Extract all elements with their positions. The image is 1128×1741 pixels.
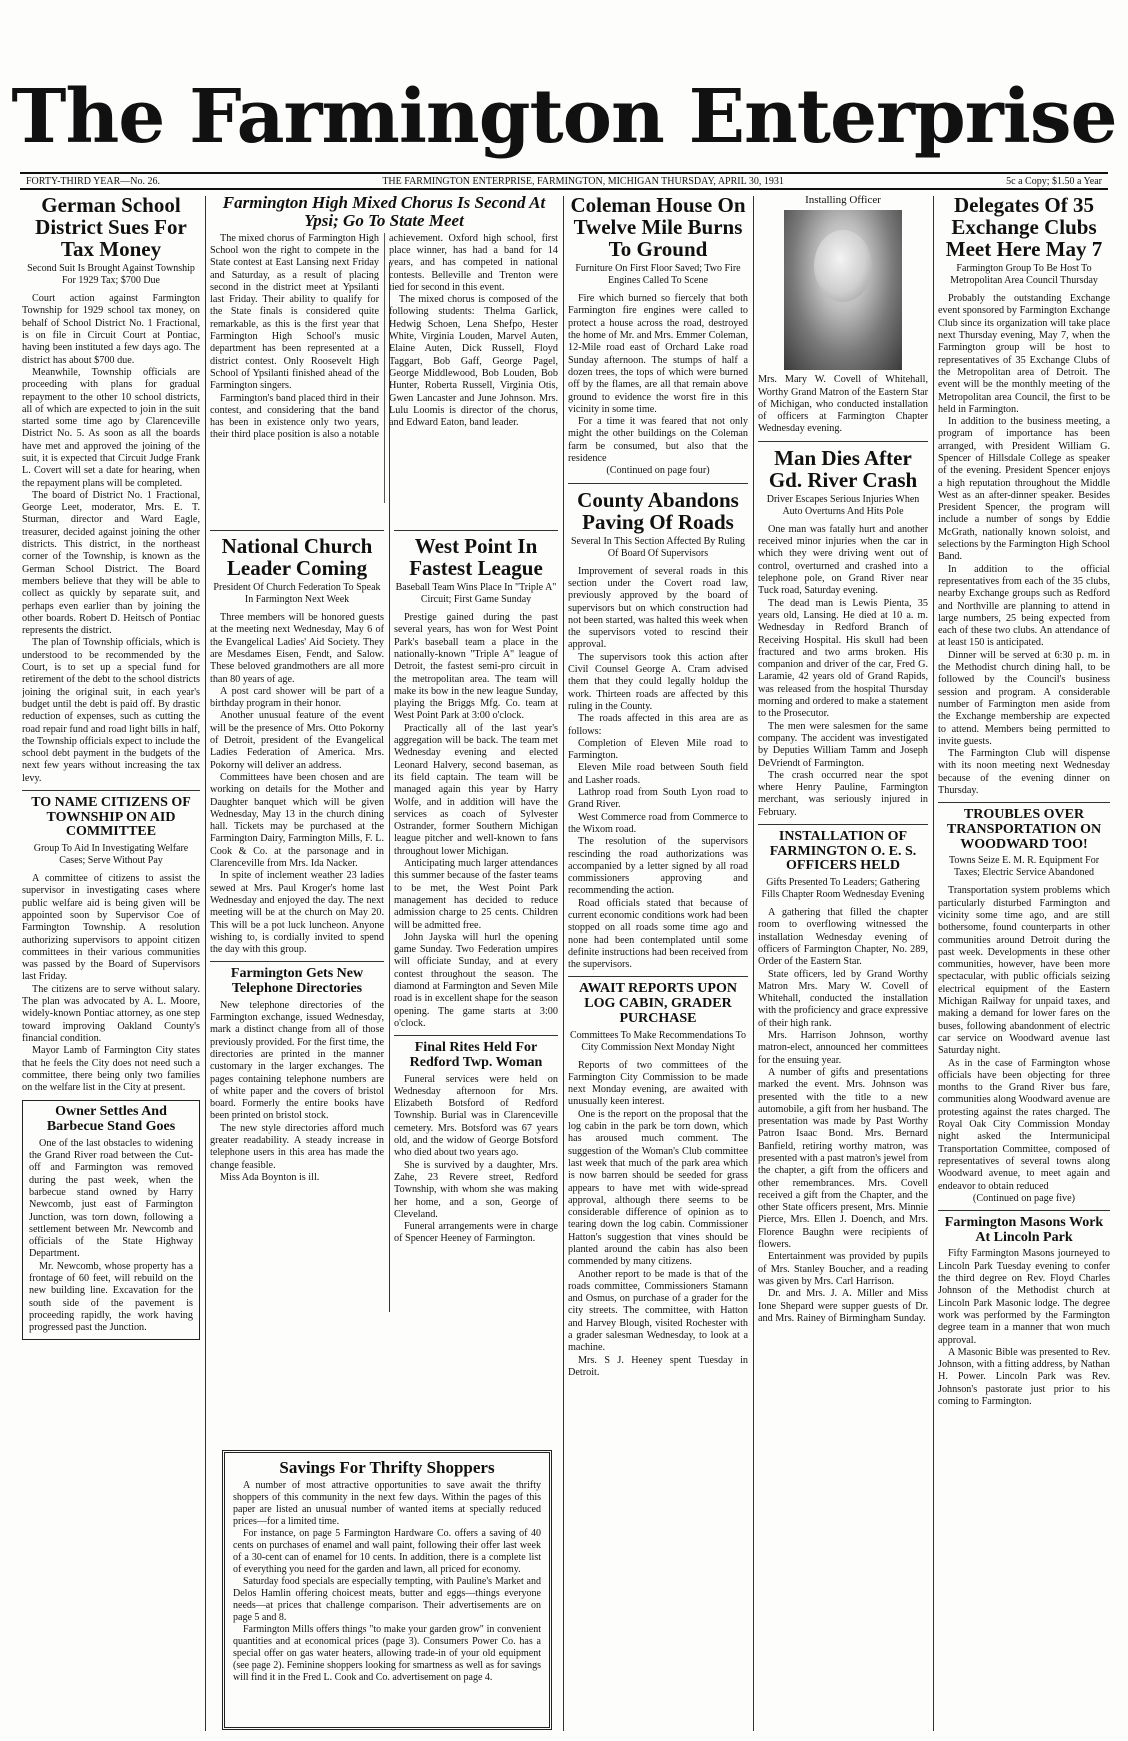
article-paragraph: A committee of citizens to assist the supervisor in investigating cases where public welfare aid is being given will be appointed soon by Supervisor Coe of Farmington Township. A resolution authorizing supervisors to appoint citizen committees in their various communities was passed by the Board of Supervisors last Friday. — [22, 873, 200, 983]
article-paragraph: As in the case of Farmington whose officials have been objecting for three months to the Grand River bus fare, communities along Woodward avenue are protesting against the rates charged. The Royal Oak City Commission Monday night asked the Intermunicipal Transportation Committee, composed of representatives of several towns along Woodward avenue, to meet again and endeavor to obtain reduced — [938, 1057, 1110, 1192]
headline-masons: Farmington Masons Work At Lincoln Park — [944, 1215, 1104, 1245]
divider — [394, 1035, 558, 1036]
deck-church-leader: President Of Church Federation To Speak In Farmington Next Week — [213, 582, 381, 606]
headline-west-point: West Point In Fastest League — [409, 534, 543, 581]
article-paragraph: One of the last obstacles to widening the Grand River road between the Cut-off and Farmington was removed during the past week, when the barbecue stand owned by Harry Newcomb, just east of Farmington Junction, was torn down, following a settlement between Mr. Newcomb and officials of the State Highway Department. — [29, 1137, 193, 1260]
divider — [758, 441, 928, 442]
article-paragraph: Saturday food specials are especially tempting, with Pauline's Market and Delos Hamlin offering choicest meats, butter and eggs—things everyone needs—at prices that challenge comparison. Their advertisements are on page 5 and 8. — [233, 1575, 541, 1623]
article-paragraph: A post card shower will be part of a birthday program in their honor. — [210, 685, 384, 710]
article-paragraph: Mayor Lamb of Farmington City states that he feels the City does not need such a committee, there being only two families on the welfare list in the City at present. — [22, 1045, 200, 1094]
portrait-photo — [784, 210, 902, 370]
headline-barbecue-stand: Owner Settles And Barbecue Stand Goes — [46, 1104, 176, 1135]
column-rule — [205, 196, 206, 1731]
article-paragraph: The new style directories afford much greater readability. A steady increase in telephone users in this area has made the change feasible. — [210, 1122, 384, 1171]
article-paragraph: Anticipating much larger attendances this summer because of the faster teams to be met, the West Point Park management has decided to reduce admission charge to 25 cents. Children will be admitted free. — [394, 858, 558, 931]
article-paragraph: One man was fatally hurt and another received minor injuries when the car in which they were driving went out of control, overturned and crashed into a telephone pole, on Grand River near Tuck road, Saturday evening. — [758, 523, 928, 597]
article-paragraph: Probably the outstanding Exchange event sponsored by Farmington Exchange Club since its organization will take place next Thursday evening, May 7, when the Farmington group will be host to representatives of 35 Exchange Clubs of the Metropolitan area of Detroit. The event will be the monthly meeting of the Metropolitan area Council, the first to be held in Farmington. — [938, 293, 1110, 415]
column-rule — [933, 196, 934, 1731]
article-paragraph: Dr. and Mrs. J. A. Miller and Miss Ione Shepard were supper guests of Dr. and Mrs. Rainey of Birmingham Sunday. — [758, 1288, 928, 1324]
photo-label: Installing Officer — [805, 194, 881, 206]
column-rule — [753, 196, 754, 1731]
article-paragraph: Another unusual feature of the event will be the presence of Mrs. Otto Pokorny of Detroit, president of the Evangelical Ladies Federation of America. Mrs. Pokorny will deliver an address. — [210, 710, 384, 771]
savings-box — [222, 1450, 552, 1730]
article-paragraph: For instance, on page 5 Farmington Hardware Co. offers a saving of 40 cents on purchases of enamel and wall paint, following their offer last week of a 30-cent can of enamel for 10 cents. In addition, there is a complete list of everything you need for the garden and lawn, all priced for economy. — [233, 1527, 541, 1575]
article-paragraph: The roads affected in this area are as follows: — [568, 713, 748, 737]
article-paragraph: Reports of two committees of the Farmington City Commission to be made next Monday evening, are awaited with unusually keen interest. — [568, 1059, 748, 1108]
article-paragraph: A number of most attractive opportunities to save await the thrifty shoppers of this community in the next few days. Within the pages of this paper are listed an unusual number of wanted items at specially reduced prices—for a limited time. — [233, 1479, 541, 1527]
deck-delegates: Farmington Group To Be Host To Metropolitan Area Council Thursday — [950, 263, 1098, 287]
divider — [938, 1210, 1110, 1211]
article-paragraph: Fifty Farmington Masons journeyed to Lincoln Park Tuesday evening to confer the third degree on Rev. Floyd Charles Johnson of the Methodist church at Lincoln Park Masonic lodge. The degree work was performed by the Farmington degree team in a manner that won much approval. — [938, 1248, 1110, 1346]
article-paragraph: Road officials stated that because of current economic conditions work had been stopped on all roads some time ago and none had been contemplated until some definite instructions had been received from the supervisors. — [568, 897, 748, 971]
divider — [758, 824, 928, 825]
volume-number: FORTY-THIRD YEAR—No. 26. — [26, 175, 161, 187]
article-paragraph: Fire which burned so fiercely that both Farmington fire engines were called to protect a house across the road, destroyed the home of Mr. and Mrs. Emmer Coleman, 12-Mile road east of Orchard Lake road Sunday afternoon. The stumps of half a dozen trees, the tops of which were burned off by the flames, are all that remain above ground to evidence the worst fire in this vicinity in some time. — [568, 293, 748, 415]
barbecue-stand-box — [22, 1100, 200, 1339]
article-paragraph: Mrs. Harrison Johnson, worthy matron-elect, announced her committees for the ensuing year. — [758, 1030, 928, 1066]
headline-telephone-directories: Farmington Gets New Telephone Directories — [230, 966, 364, 997]
column-rule — [563, 196, 564, 1731]
headline-coleman-house: Coleman House On Twelve Mile Burns To Ground — [570, 194, 746, 262]
savings-frame — [222, 1450, 552, 1730]
article-paragraph: A Masonic Bible was presented to Rev. Johnson, with a fitting address, by Nathan H. Power. Lincoln Park was Rev. Johnson's pastorate just prior to his coming to Farmington. — [938, 1346, 1110, 1408]
deck-citizens-committee: Group To Aid In Investigating Welfare Cases; Serve Without Pay — [33, 843, 189, 867]
article-paragraph: The men were salesmen for the same company. The accident was investigated by Deputies William Tamm and Joseph DeVriendt of Farmington. — [758, 720, 928, 769]
dateline — [20, 172, 1108, 190]
deck-installation: Gifts Presented To Leaders; Gathering Fills Chapter Room Wednesday Evening — [761, 877, 925, 901]
headline-await-reports: AWAIT REPORTS UPON LOG CABIN, GRADER PURCHASE — [579, 981, 737, 1026]
headline-installation: INSTALLATION OF FARMINGTON O. E. S. OFFICERS HELD — [769, 829, 917, 874]
deck-await-reports: Committees To Make Recommendations To City Commission Next Monday Night — [570, 1029, 746, 1053]
column-5 — [758, 194, 928, 1734]
article-paragraph: Farmington's band placed third in their contest, and considering that the band has been in existence only two years, their third place position is also a notable achievement. Oxford high school, first place winner, has had a band for 14 years, and has competed in national contests. Belleville and Trenton were tied for second in this event. — [210, 232, 558, 441]
article-paragraph: The citizens are to serve without salary. The plan was advocated by A. L. Moore, widely-known Pontiac attorney, as one step toward improving Oakland County's financial condition. — [22, 983, 200, 1044]
headline-mixed-chorus: Farmington High Mixed Chorus Is Second At Ypsi; Go To State Meet — [222, 194, 546, 230]
deck-coleman-house: Furniture On First Floor Saved; Two Fire Engines Called To Scene — [575, 263, 741, 287]
choir-body — [210, 233, 558, 503]
article-paragraph: John Jayska will hurl the opening game Sunday. Two Federation umpires will officiate Sunday, and at every contest throughout the season. The diamond at Farmington and Seven Mile road is in excellent shape for the season opening. The game starts at 3:00 o'clock. — [394, 931, 558, 1029]
masthead-title: The Farmington Enterprise — [11, 74, 1117, 160]
article-paragraph: West Commerce road from Commerce to the Wixom road. — [568, 811, 748, 835]
headline-county-abandons: County Abandons Paving Of Roads — [577, 487, 739, 534]
article-paragraph: Improvement of several roads in this section under the Covert road law, previously approved by the board of supervisors but on which construction had not been started, was halted this week when the supervisors voted to rescind their approval. — [568, 565, 748, 651]
choir-article — [210, 194, 558, 514]
article-paragraph: Practically all of the last year's aggregation will be back. The team met Wednesday evening and elected Leonard Halvery, second baseman, as its field captain. The team will be managed again this year by Harry Wolfe, and in addition will have the services as coach of Sylvester Ostrander, former Southern Michigan league pitcher and well-known to fans throughout lower Michigan. — [394, 722, 558, 857]
article-paragraph: Farmington Mills offers things "to make your garden grow" in convenient quantities and at economical prices (page 3). Consumers Power Co. has a special offer on gas water heaters, allowing trade-in of your old equipment (see page 2). Feminine shoppers looking for smartness as well as for savings will find it in the Fred L. Cook and Co. advertisement on page 4. — [233, 1623, 541, 1683]
article-paragraph: The Farmington Club will dispense with its noon meeting next Wednesday because of the evening dinner on Thursday. — [938, 748, 1110, 797]
headline-delegates: Delegates Of 35 Exchange Clubs Meet Here May 7 — [945, 194, 1103, 262]
continued-note: (Continued on page four) — [606, 465, 710, 477]
divider — [568, 976, 748, 977]
article-paragraph: In addition to the business meeting, a program of importance has been arranged, with President William G. Spencer of Hillsdale College as speaker of the evening. President Spencer enjoys a high reputation throughout the Middle West as an after-dinner speaker. Besides President Spencer, the program will include a number of songs by Eddie McGrath, nationally known soloist, and selections by the Farmington High School Band. — [938, 416, 1110, 563]
deck-county-abandons: Several In This Section Affected By Ruling Of Board Of Supervisors — [570, 535, 746, 559]
column-1 — [22, 194, 200, 1734]
article-paragraph: Meanwhile, Township officials are proceeding with plans for gradual repayment to the other 10 school districts, all of which are expected to join in the suit started some time ago by Clarenceville District No. 5. As soon as all the boards have met and approved the joining of the suit, it is expected that Circuit Judge Frank L. Covert will set a date for hearing, when the repayment plans will be completed. — [22, 366, 200, 489]
article-paragraph: State officers, led by Grand Worthy Matron Mrs. Mary W. Covell of Whitehall, conducted the installation with the proficiency and grace expressive of their high rank. — [758, 968, 928, 1029]
divider — [210, 961, 384, 962]
article-paragraph: She is survived by a daughter, Mrs. Zahe, 23 Revere street, Redford Township, with whom she was making her home, and a son, George of Cleveland. — [394, 1159, 558, 1220]
article-paragraph: Three members will be honored guests at the meeting next Wednesday, May 6 of the Evangelical Ladies' Aid Society. They are Mesdames Eisen, Fendt, and Salow. These beloved grandmothers are all more than 80 years of age. — [210, 612, 384, 685]
article-paragraph: Miss Ada Boynton is ill. — [220, 1171, 320, 1183]
price: 5c a Copy; $1.50 a Year — [1006, 175, 1102, 187]
article-paragraph: In addition to the official representatives from each of the 35 clubs, nearby Exchange groups such as Redford and Northville are planning to attend in large numbers, 25 being expected from each of these two clubs. An attendance of at least 150 is anticipated. — [938, 563, 1110, 649]
article-paragraph: Lathrop road from South Lyon road to Grand River. — [568, 787, 748, 811]
column-2 — [210, 530, 384, 1445]
article-paragraph: A number of gifts and presentations marked the event. Mrs. Johnson was presented with the title to a new automobile, a gift from her husband. The presentation was made by Past Worthy Patron Isaac Bond. Mrs. Bernard Banfield, retiring worthy matron, was presented with a past matron's jewel from the chapter, a gift from the officers and other remembrances. Mrs. Covell received a gift from the Chapter, and the other State officers present, Mrs. Minnie Pierce, Mrs. Ellen J. Doench, and Mrs. Florence Baughn were recipients of flowers. — [758, 1066, 928, 1251]
headline-final-rites: Final Rites Held For Redford Twp. Woman — [409, 1040, 543, 1070]
article-paragraph: Funeral arrangements were in charge of Spencer Heeney of Farmington. — [394, 1221, 558, 1245]
article-paragraph: New telephone directories of the Farmington exchange, issued Wednesday, mark a distinct change from all of those previously provided. For the first time, the directories are printed in the manner customary in the larger exchanges. The pages containing telephone numbers are of white paper and the covers of bristol board. Formerly the entire books have been printed on bristol stock. — [210, 999, 384, 1122]
deck-west-point: Baseball Team Wins Place In "Triple A" Circuit; First Game Sunday — [395, 582, 557, 606]
article-paragraph: A gathering that filled the chapter room to overflowing witnessed the installation Wednesday evening of officers of Farmington Chapter, No. 289, Order of the Eastern Star. — [758, 907, 928, 968]
article-paragraph: Committees have been chosen and are working on details for the Mother and Daughter banquet which will be given Wednesday, May 13 in the church dining hall. Tickets may be purchased at the Farmington Dairy, Farmington Mills, F. L. Cook & Co. at the parsonage and in Clarenceville from Mrs. Ida Nacker. — [210, 771, 384, 870]
deck-man-dies: Driver Escapes Serious Injuries When Auto Overturns And Hits Pole — [766, 493, 920, 517]
article-paragraph: Another report to be made is that of the roads committee, Commissioners Stamann and Osmus, on purchase of a grader for the city streets. The committee, with Hatton and Harvey Blough, visited Rochester with a grader salesman Wednesday, to look at a machine. — [568, 1268, 748, 1354]
photo-caption: Mrs. Mary W. Covell of Whitehall, Worthy Grand Matron of the Eastern Star of Michigan, who conducted installation of officers at Farmington Chapter Wednesday evening. — [758, 374, 928, 435]
headline-man-dies: Man Dies After Gd. River Crash — [768, 445, 918, 492]
headline-savings: Savings For Thrifty Shoppers — [279, 1458, 495, 1477]
article-paragraph: Mr. Newcomb, whose property has a frontage of 60 feet, will rebuild on the new building line. Excavation for the south side of the pavement is proceeding rapidly, the work having progressed past the Junction. — [29, 1260, 193, 1334]
article-paragraph: Entertainment was provided by pupils of Mrs. Stanley Boucher, and a reading was given by Mrs. Carl Harrison. — [758, 1251, 928, 1287]
headline-church-leader: National Church Leader Coming — [221, 534, 373, 581]
article-paragraph: Funeral services were held on Wednesday afternoon for Mrs. Elizabeth Botsford of Redford Township. Burial was in Clarenceville cemetery. Mrs. Botsford was 67 years old, and the widow of George Botsford who died about two years ago. — [394, 1073, 558, 1159]
article-paragraph: The supervisors took this action after Civil Counsel George A. Cram advised them that they could legally holdup the work. Thirteen roads are affected by this ruling in the County. — [568, 651, 748, 712]
column-4 — [568, 194, 748, 1734]
article-paragraph: Eleven Mile road between South field and Lasher roads. — [568, 762, 748, 786]
article-paragraph: The mixed chorus of Farmington High School won the right to compete in the State contest at East Lansing next Friday and Saturday, as a result of placing second in the district meet at Ypsilanti last Friday. Their ability to qualify for the State finals is considered quite remarkable, as this is the first year that Farmington High School's music department has been represented at a district contest. Only Roosevelt High School of Ypsilanti finished ahead of the Farmington singers. — [210, 232, 379, 392]
article-paragraph: Mrs. S J. Heeney spent Tuesday in Detroit. — [568, 1354, 748, 1378]
article-paragraph: For a time it was feared that not only might the other buildings on the Coleman farm be consumed, but also that the residence — [568, 416, 748, 464]
article-paragraph: Court action against Farmington Township for 1929 school tax money, on behalf of School District No. 1 Fractional, is on file in Circuit Court at Pontiac, having been instituted a few days ago. The district has about $700 due. — [22, 293, 200, 366]
article-paragraph: Completion of Eleven Mile road to Farmington. — [568, 737, 748, 762]
deck-german-school: Second Suit Is Brought Against Township For 1929 Tax; $700 Due — [27, 263, 195, 287]
article-paragraph: In spite of inclement weather 23 ladies sewed at Mrs. Paul Kroger's home last Wednesday and enjoyed the day. The next meeting will be at the church on May 20. This will be a pot luck luncheon. Anyone wishing to, is cordially invited to spend the day with this group. — [210, 870, 384, 956]
article-paragraph: One is the report on the proposal that the log cabin in the park be torn down, which has aroused much comment. The suggestion of the Woman's Club committee last week that much of the park area which is now barren should be seeded for grass appears to have met with wide-spread approval, although there seems to be considerable difference of opinion as to tearing down the log cabin. Commissioner Hatton's suggestion that vines should be planted around the cabin has also been commended by many citizens. — [568, 1108, 748, 1268]
article-paragraph: The dead man is Lewis Pienta, 35 years old, Lansing. He died at 10 a. m. Wednesday in Redford Branch of Receiving Hospital. His skull had been fractured and two arms broken. His companion and driver of the car, Fred G. Laramie, 42 years old of Grand Rapids, was released from the hospital Thursday morning and ordered to make a statement to the Prosecutor. — [758, 597, 928, 720]
article-paragraph: Prestige gained during the past several years, has won for West Point Park's baseball team a place in the nationally-known "Triple A" league of Detroit, the fastest semi-pro circuit in the metropolitan area. The team will make its bow in the new league Sunday, playing the Briggs Mfg. Co. team at West Point Park at 3:00 o'clock. — [394, 612, 558, 722]
deck-transportation: Towns Seize E. M. R. Equipment For Taxes; Electric Service Abandoned — [948, 855, 1100, 879]
article-paragraph: Dinner will be served at 6:30 p. m. in the Methodist church dining hall, to be followed by the Council's business session and program. A considerable number of Farmington men aside from the Exchange membership are expected to attend. Members being permitted to invite guests. — [938, 649, 1110, 747]
continued-note: (Continued on page five) — [972, 1192, 1076, 1204]
article-paragraph: The mixed chorus is composed of the following students: Thelma Garlick, Hedwig Schoen, Lena Shefpo, Hester White, Virginia Louden, Marvel Auten, Elaine Auten, Dick Russell, Floyd Taggart, Bob Gaff, George Pagel, George Middlewood, Bob Louden, Bob Hunter, Roberta Russell, Virginia Otis, Gwen Lancaster and June Johnson. Mrs. Lulu Loomis is director of the chorus, and Edward Eaton, band leader. — [389, 294, 558, 429]
article-paragraph: The crash occurred near the spot where Henry Pauline, Farmington merchant, was seriously injured in February. — [758, 769, 928, 818]
article-paragraph: Transportation system problems which particularly disturbed Farmington and vicinity some time ago, and are still bothersome, found counterparts in other communities around Detroit during the past week. Developments in these other communities, however, have been more spectacular, with public officials seizing electrical equipment of the Eastern Michigan Railway for unpaid taxes, and making a demand for lower fares on the buses, following abandonment of electric car service on Woodward avenue last Saturday night. — [938, 885, 1110, 1057]
dateline-center: THE FARMINGTON ENTERPRISE, FARMINGTON, MICHIGAN THURSDAY, APRIL 30, 1931 — [382, 175, 784, 187]
divider — [22, 790, 200, 791]
headline-german-school: German School District Sues For Tax Money — [35, 194, 187, 262]
column-6 — [938, 194, 1110, 1734]
article-paragraph: The board of District No. 1 Fractional, George Leet, moderator, Mrs. E. T. Sturman, director and Ward Eagle, treasurer, decided against joining the other districts. This district, in the northeast corner of the Township, is known as the German School District. The Board members believe that they will be able to collect as quickly by separate suit, and perhaps even earlier than by joining the other boards. Robert D. Heitsch of Pontiac represents the district. — [22, 489, 200, 637]
headline-transportation: TROUBLES OVER TRANSPORTATION ON WOODWARD TOO! — [946, 807, 1102, 852]
article-paragraph: The plan of Township officials, which is understood to be recommended by the Court, is to set up a special fund for retirement of the debt to the school districts joining the original suit, in each year's budget until the debt is paid off. By drastic reduction of expenses, such as cutting the road repair fund and road light bills in half, the Township officials expect to include the school debt payment in the budgets of the next few years without increasing the tax levy. — [22, 637, 200, 784]
column-3 — [394, 530, 558, 1445]
divider — [938, 802, 1110, 803]
headline-citizens-committee: TO NAME CITIZENS OF TOWNSHIP ON AID COMMITTEE — [31, 795, 191, 840]
article-paragraph: The resolution of the supervisors rescinding the road authorizations was accompanied by a letter signed by all road commissioners approving and recommending the action. — [568, 836, 748, 897]
divider — [568, 483, 748, 484]
